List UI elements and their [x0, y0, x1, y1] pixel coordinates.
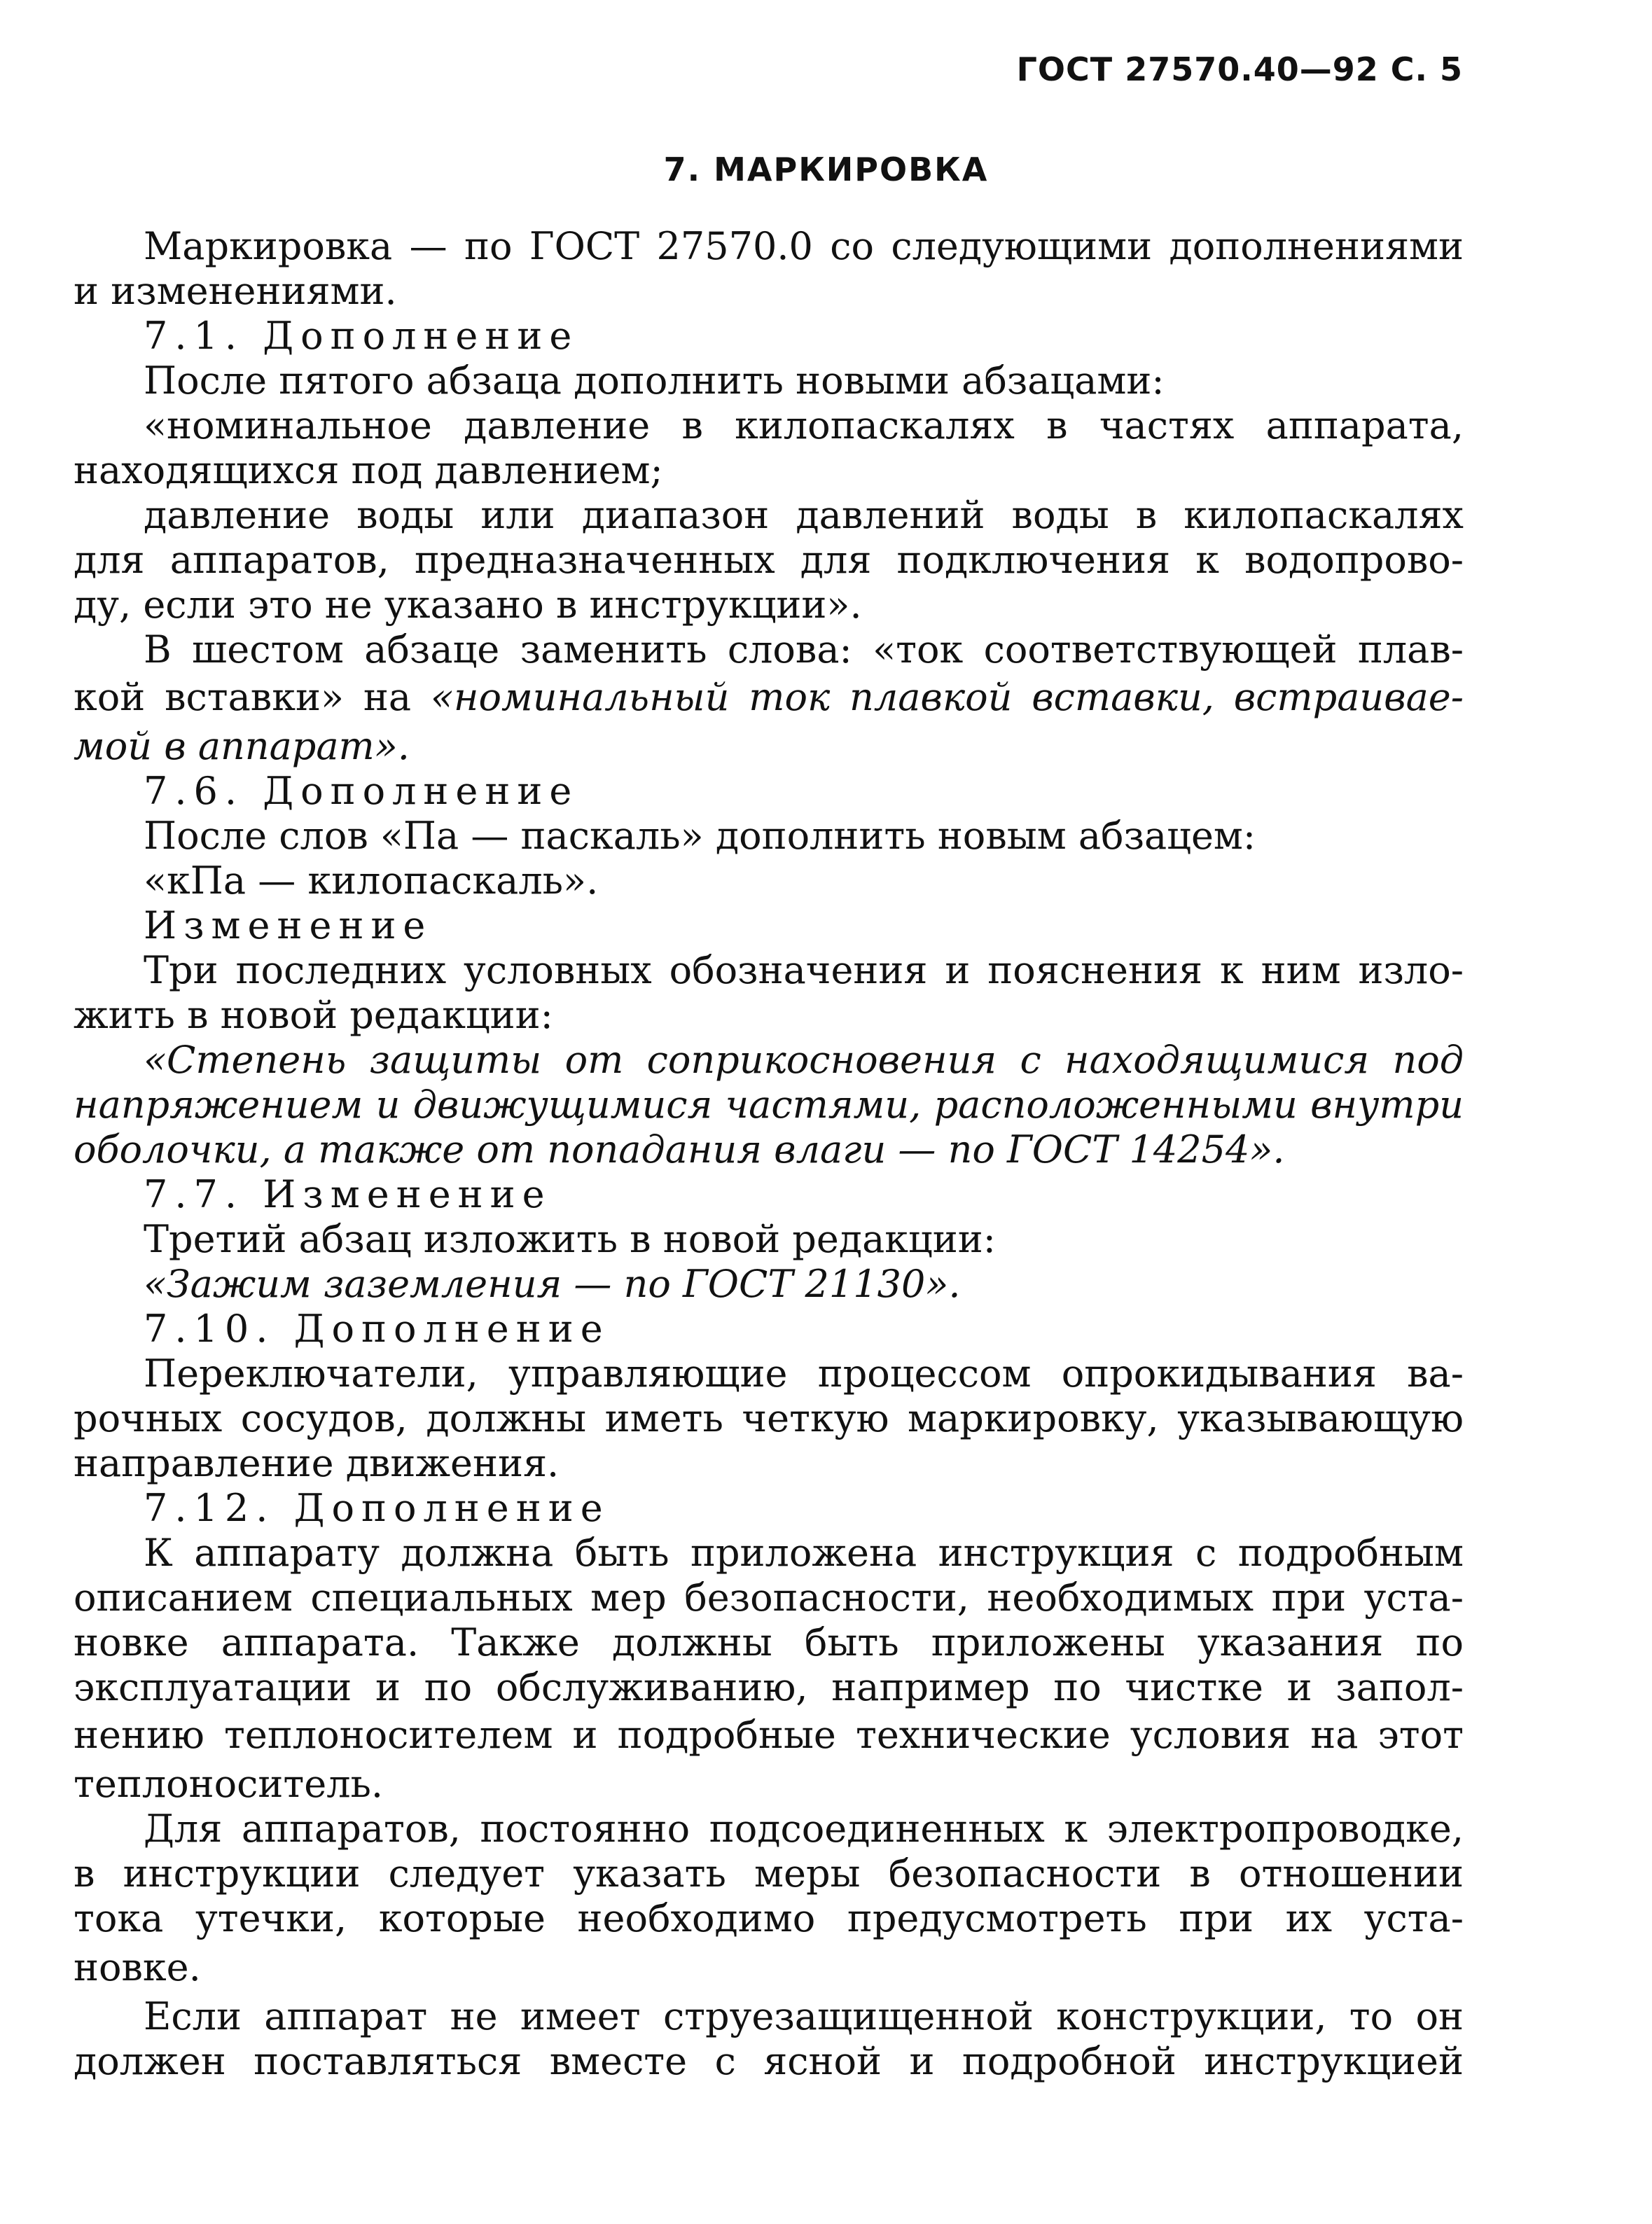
text-line	[74, 675, 1464, 720]
text-span: кой вставки» на	[74, 675, 431, 719]
text-line: в инструкции следует указать меры безопасности в отношении	[74, 1851, 1464, 1896]
section-body	[74, 224, 1464, 2084]
text-line: оболочки, а также от попадания влаги — по ГОСТ 14254».	[74, 1127, 1285, 1172]
text-line: 7.10. Дополнение	[144, 1307, 610, 1351]
text-line: Третий абзац изложить в новой редакции:	[144, 1217, 996, 1261]
text-line: тока утечки, которые необходимо предусмотреть при их уста-	[74, 1896, 1464, 1940]
text-line: ду, если это не указано в инструкции».	[74, 583, 862, 627]
text-line: для аппаратов, предназначенных для подключения к водопрово-	[74, 538, 1464, 582]
text-line: новке аппарата. Также должны быть приложены указания по	[74, 1620, 1464, 1664]
text-line: мой в аппарат».	[74, 724, 410, 768]
text-line: 7.12. Дополнение	[144, 1486, 610, 1530]
text-line: новке.	[74, 1945, 201, 1989]
text-line: После слов «Па — паскаль» дополнить новым абзацем:	[144, 814, 1256, 858]
text-line: эксплуатации и по обслуживанию, например по чистке и запол-	[74, 1665, 1464, 1709]
text-line: В шестом абзаце заменить слова: «ток соответствующей плав-	[144, 627, 1464, 672]
text-line: После пятого абзаца дополнить новыми абзацами:	[144, 359, 1165, 403]
text-line: описанием специальных мер безопасности, необходимых при уста-	[74, 1576, 1464, 1620]
text-line: Три последних условных обозначения и пояснения к ним изло-	[144, 948, 1464, 992]
text-line: давление воды или диапазон давлений воды в килопаскалях	[144, 493, 1464, 537]
text-line: 7.6. Дополнение	[144, 769, 579, 813]
text-line: Изменение	[144, 903, 433, 947]
text-line: Для аппаратов, постоянно подсоединенных к электропроводке,	[144, 1807, 1464, 1851]
text-line: 7.1. Дополнение	[144, 314, 579, 358]
text-line: К аппарату должна быть приложена инструкция с подробным	[144, 1531, 1464, 1575]
text-line: напряжением и движущимися частями, расположенными внутри	[74, 1083, 1464, 1127]
text-line: теплоноситель.	[74, 1762, 384, 1806]
page-header: ГОСТ 27570.40—92 С. 5	[1016, 50, 1463, 88]
text-line: направление движения.	[74, 1441, 560, 1485]
text-line: находящихся под давлением;	[74, 448, 663, 492]
text-line: 7.7. Изменение	[144, 1172, 552, 1216]
text-line: нению теплоносителем и подробные технические условия на этот	[74, 1713, 1464, 1757]
text-line: «кПа — килопаскаль».	[144, 859, 599, 903]
section-title: 7. МАРКИРОВКА	[663, 151, 989, 188]
text-line: «Степень защиты от соприкосновения с находящимися под	[144, 1038, 1464, 1082]
text-line: и изменениями.	[74, 269, 397, 313]
text-line: должен поставляться вместе с ясной и подробной инструкцией	[74, 2039, 1464, 2083]
text-span-italic: «номинальный ток плавкой вставки, встраивае-	[430, 675, 1464, 719]
text-line: «Зажим заземления — по ГОСТ 21130».	[144, 1262, 961, 1306]
text-line: Маркировка — по ГОСТ 27570.0 со следующими дополнениями	[144, 224, 1464, 268]
text-line: «номинальное давление в килопаскалях в частях аппарата,	[144, 403, 1464, 447]
text-line: жить в новой редакции:	[74, 993, 553, 1037]
text-line: Переключатели, управляющие процессом опрокидывания ва-	[144, 1351, 1464, 1396]
text-line: Если аппарат не имеет струезащищенной конструкции, то он	[144, 1994, 1464, 2038]
text-line: рочных сосудов, должны иметь четкую маркировку, указывающую	[74, 1396, 1464, 1440]
